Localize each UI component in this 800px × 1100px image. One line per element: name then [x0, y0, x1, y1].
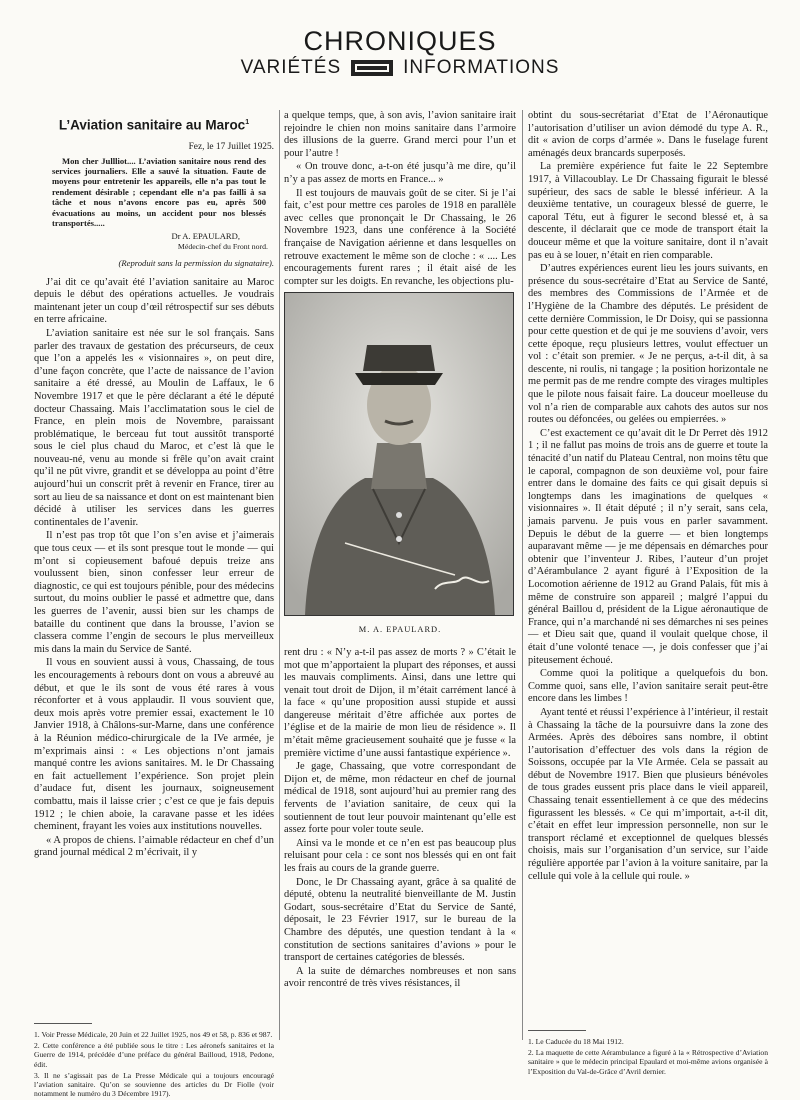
letter-date: Fez, le 17 Juillet 1925. — [188, 142, 274, 153]
masthead-right: INFORMATIONS — [403, 57, 560, 78]
paragraph: A la suite de démarches nombreuses et non sans avoir rencontré de très vives résistances, il — [284, 965, 516, 990]
column-3 — [528, 110, 768, 884]
column-2 — [284, 110, 516, 992]
masthead-title: CHRONIQUES — [303, 26, 497, 56]
paragraph: rent dru : « N’y a-t-il pas assez de morts ? » C’était le mot que m’apportaient la plupart des réponses, et aussi les mauvais compliments. Ainsi, dans une lettre qui venait tout droit de Dijon, il m’était carrément lancé à la face « qu’une proposition aussi stupide et aussi dangereuse méritait d’être affichée aux portes de l’église et de la mairie de mon lieu de résidence ». Il m’était même gracieusement souhaité que je fusse « la première victime d’une aussi fantastique expérience ». — [284, 646, 516, 759]
paragraph: obtint du sous-secrétariat d’Etat de l’Aéronautique l’autorisation d’utiliser un avion démodé du type A. R., dit « avion de corps d’armée ». Dans le fuselage furent aménagés deux brancards superposés. — [528, 110, 768, 159]
paragraph: « A propos de chiens. l’aimable rédacteur en chef d’un grand journal médical 2 m’écrivait, il y — [34, 834, 274, 859]
reproduction-note: (Reproduit sans la permission du signataire). — [118, 258, 274, 269]
letter-signature-title: Médecin-chef du Front nord. — [177, 241, 268, 251]
paragraph: « On trouve donc, a-t-on été jusqu’à me dire, qu’il n’y a pas assez de morts en France... » — [284, 161, 516, 185]
masthead-left: VARIÉTÉS — [240, 57, 342, 78]
paragraph: Ainsi va le monde et ce n’en est pas beaucoup plus reluisant pour cela : ce sont nos blessés qui en ont fait les frais au cours de la grande guerre. — [284, 837, 516, 874]
paragraph: Comme quoi la politique a quelquefois du bon. Comme quoi, sans elle, l’avion sanitaire serait peut-être encore dans les limbes ! — [528, 668, 768, 705]
footnote-rule — [528, 1030, 586, 1031]
paragraph: Ayant tenté et réussi l’expérience à l’intérieur, il restait à Chassaing la tâche de la poursuivre dans la zone des Armées. Après des déboires sans nombre, il obtint l’autorisation d’effectuer des vols dans la région de Soissons, occupée par la VIe Armée. Cela se passait au début de Novembre 1917. Bien que plusieurs bénévoles de tous grades eussent pris place dans le vieil appareil, Chassaing tenait essentiellement à ce que des médecins figurassent les blessés. « Ce qui m’importait, a-t-il dit, c’était en effet leur impression personnelle, non sur le transport réclamé et exceptionnel de quelques blessés choisis, mais sur l’organisation d’un service, sur l’aide régulière apportée par l’avion à la voiture sanitaire, par la cellule qui vole à la cellule qui roule. » — [528, 706, 768, 882]
footnote-rule — [34, 1023, 92, 1024]
footnotes-col1 — [34, 1023, 274, 1100]
paragraph: D’autres expériences eurent lieu les jours suivants, en présence du sous-secrétaire d’Etat au Service de Santé, des membres des Commissions de l’Armée et de l’Hygiène de la Chambre des députés. Le président de cette dernière Commission, le Dr Doisy, qui se passionna pour cette question et de qui je me souviens d’avoir, vers cette époque, reçu plusieurs lettres, voulut effectuer un vol : c’était son premier. « Je ne perçus, a-t-il dit, à sa descente, ni roulis, ni tangage ; la position horizontale ne me permit pas de me rendre compte des virages multiples que le pilote nous faisait faire. La douceur moelleuse du vol n’a rien de comparable aux cahots des autos sur nos routes ou défoncées, ou gelées ou empierrées. » — [528, 263, 768, 426]
masthead-subtitle — [0, 56, 800, 80]
article-title: L’Aviation sanitaire au Maroc$^1$ — [58, 117, 250, 133]
footnote: 1. Le Caducée du 18 Mai 1912. — [528, 1037, 624, 1046]
paragraph: Je gage, Chassaing, que votre correspondant de Dijon et, de même, mon rédacteur en chef de journal médical de 1918, sont aujourd’hui au premier rang des fervents de l’aviation sanitaire, de ceux qui la soutiennent de tout leur pouvoir maintenant qu’elle est assez forte pour voler toute seule. — [284, 761, 516, 836]
footnote: 2. La maquette de cette Aérambulance a figuré à la « Rétrospective d’Aviation sanitaire » que le médecin principal Epaulard et moi-même avions organisée à l’Exposition du Val-de-Grâce d’Avril dernier. — [528, 1048, 768, 1076]
footnote: 1. Voir Presse Médicale, 20 Juin et 22 Juillet 1925, nos 49 et 58, p. 836 et 987. — [34, 1030, 273, 1039]
footnote: 3. Il ne s’agissait pas de La Presse Médicale qui a toujours encouragé l’aviation sanitaire. Qu’on se souvienne des articles du Dr Fiolle (voir notamment le numéro du 3 Décembre 1917). — [34, 1070, 274, 1099]
portrait-image — [285, 293, 513, 615]
paragraph: J’ai dit ce qu’avait été l’aviation sanitaire au Maroc depuis le début des opérations actuelles. Je voudrais maintenant jeter un coup d’œil rétrospectif sur ses débuts en terre africaine. — [34, 276, 274, 326]
paragraph: L’aviation sanitaire est née sur le sol français. Sans parler des travaux de gestation des précurseurs, de ceux que l’on a appelés les « visionnaires », on peut dire, d’une façon concrète, que l’acte de naissance de l’avion sanitaire a été dressé, au Moulin de Laffaux, le 6 Novembre 1917 et que le père déclarant a été le député docteur Chassaing. Mais l’acclimatation sous le ciel de France, en plein mois de Novembre, paraissant problématique, le berceau fut tout aussitôt transporté sous le ciel plus chaud du Maroc, et c’est là que le nouveau-né, venu au monde si frêle qu’on avait craint qu’il ne pût vivre, grandit et se développa au point d’être aujourd’hui un conscrit prêt à revenir en France, tirer au sort au lieu de sa naissance et dont on est maintenant bien décidé à utiliser les services dans les guerres continentales de l’avenir. — [34, 327, 274, 528]
column-1 — [34, 115, 274, 861]
column-divider — [279, 110, 280, 1040]
paragraph: a quelque temps, que, à son avis, l’avion sanitaire irait rejoindre le chien non moins sanitaire dans l’armoire des illusions de la guerre. Grand merci pour l’un et pour l’autre ! — [284, 110, 516, 159]
paragraph: La première expérience fut faite le 22 Septembre 1917, à Villacoublay. Le Dr Chassaing figurait le blessé supérieur, des sacs de sable le blessé inférieur. A la deuxième tentative, un courageux blessé de guerre, le caporal Tétu, eut à figurer le second blessé et, à sa descente, il déclarait que ce mode de transport était la douceur même et que la voiture sanitaire, dont il n’avait pas eu à se louer, n’était en rien comparable. — [528, 161, 768, 261]
column-divider — [522, 110, 523, 1040]
paragraph: Il est toujours de mauvais goût de se citer. Si je l’ai fait, c’est pour mettre ces paroles de 1918 en parallèle avec celles que prononçait le Dr Chassaing, le 26 Novembre 1923, dans une conférence à la Société française de Navigation aérienne et dans lesquelles on retrouve exactement le même son de cloche : « .... Les encouragements furent rares ; il était aisé de les compter sur les doigts. En revanche, les objections plu- — [284, 187, 516, 287]
letter-body: Mon cher Jullliot.... L’aviation sanitaire nous rend des services journaliers. Elle a sauvé la situation. Faute de moyens pour entretenir les appareils, elle n’a pas tout le rendement désirable ; cependant elle n’a pas failli à sa tâche et nous n’avons encore pas eu, après 500 évacuations au moins, un accident pour nos blessés transportés..... — [52, 155, 266, 228]
paragraph: Il vous en souvient aussi à vous, Chassaing, de tous les encouragements à rebours dont on vous a abreuvé au début, et que le ils sont de vous été rares à vous réconforter et à vous applaudir. Il vous souvient que, deux mois après votre premier essai, exactement le 10 Janvier 1918, à Châlons-sur-Marne, dans une conférence à la Réunion médico-chirurgicale de la IVe armée, je m’exprimais ainsi : « Les objections n’ont jamais manqué contre les avions sanitaires. M. le Dr Chassaing en fait actuellement l’expérience. Son projet plein d’audace fut, disent les journaux, soigneusement combattu, mais il laisse crier ; c’est ce que je fais depuis 1912 ; le chien aboie, la caravane passe et les idées cheminent, frayant les voies aux institutions nouvelles. — [34, 657, 274, 833]
portrait-photo — [284, 292, 514, 616]
paragraph: Il n’est pas trop tôt que l’on s’en avise et j’aimerais que tous ceux — et ils sont presque tout le monde — qui m’ont si copieusement bafoué depuis treize ans voulussent bien, sinon confesser leur erreur de diagnostic, ce qui est toujours pénible, pour des médecins surtout, du moins oublier le passé et admettre que, dans les guerres de l’avenir, aussi bien sur les champs de bataille du continent que dans la brousse, l’avion se classera comme l’engin de secours le plus merveilleux mis dans la main du Service de Santé. — [34, 530, 274, 655]
photo-caption: M. A. EPAULARD. — [358, 625, 442, 635]
paragraph: C’est exactement ce qu’avait dit le Dr Perret dès 1912 1 ; il ne fallut pas moins de trois ans de guerre et toute la ténacité d’un natif du Plateau Central, non moins têtu que le caporal, compagnon de son deuxième vol, pour faire entrer dans le domaine des faits ce qui gisait depuis si longtemps dans les imaginations de quelques « visionnaires ». Il était député ; il n’y serait, sans cela, jamais parvenu. Je puis vous en parler savamment. Depuis le début de la guerre — et bien longtemps auparavant même — je me dépensais en démarches pour obtenir que l’inventeur J. Ribes, l’auteur d’un projet d’Aérambulance 2 ayant figuré à l’Exposition de la Locomotion aérienne de 1912 au Grand Palais, fût mis à même de construire son appareil ; malgré l’appui du général Baillou d, président de la Ligue aéronautique de France, qui n’a marchandé ni ses démarches ni ses peines — et Dieu sait que, quand il voulait quelque chose, il était d’une volonté tenace —, je dois confesser que j’ai piteusement échoué. — [528, 427, 768, 666]
letter-signature: Dr A. EPAULARD, — [171, 231, 240, 242]
paragraph: Donc, le Dr Chassaing ayant, grâce à sa qualité de député, obtenu la neutralité bienveillante de M. Justin Godart, sous-secrétaire d’Etat du Service de Santé, déposait, le 23 Février 1917, sur le bureau de la Chambre des députés, une question tendant à la « constitution de sections sanitaires d’avions » pour le transport de certaines catégories de blessés. — [284, 876, 516, 964]
ornament-icon — [351, 60, 393, 76]
masthead — [0, 26, 800, 80]
footnote: 2. Cette conférence a été publiée sous le titre : Les aéronefs sanitaires et la Guerre de 1914, précédée d’une préface du général Bailloud, 1918, Pedone, édit. — [34, 1041, 274, 1069]
footnotes-col3 — [528, 1030, 768, 1078]
epigraph-letter — [34, 142, 274, 268]
